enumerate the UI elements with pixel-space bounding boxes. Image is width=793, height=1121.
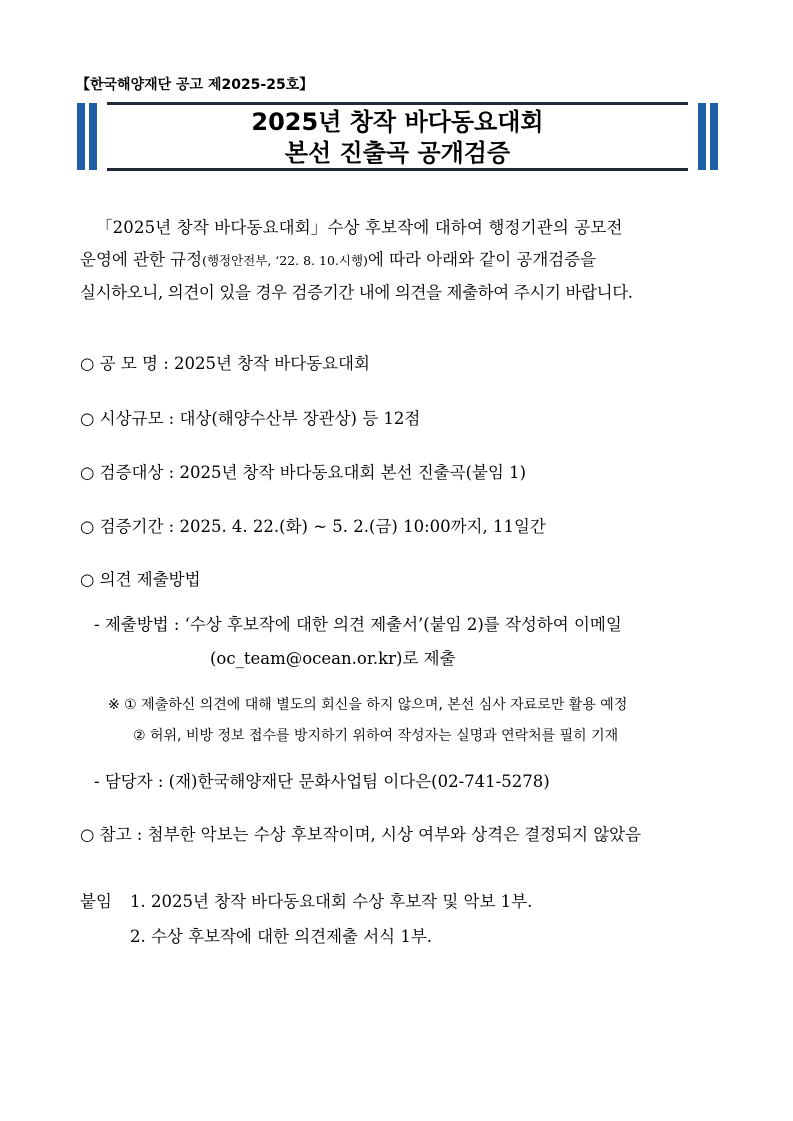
attachments-label: 붙임 [80,892,112,911]
intro-line-3: 실시하오니, 의견이 있을 경우 검증기간 내에 의견을 제출하여 주시기 바랍니다. [80,283,633,302]
left-accent-bar-inner [89,103,97,170]
submit-email-line[interactable]: (oc_team@ocean.or.kr)로 제출 [210,649,456,668]
intro-line-1: 「2025년 창작 바다동요대회」수상 후보작에 대하여 행정기관의 공모전 [96,218,623,237]
contest-name-item: ○ 공 모 명 : 2025년 창작 바다동요대회 [80,354,370,373]
intro-line-2-a: 운영에 관한 규정 [80,250,203,269]
verify-period-item: ○ 검증기간 : 2025. 4. 22.(화) ~ 5. 2.(금) 10:00까지, 11일간 [80,517,546,536]
note-2: ② 허위, 비방 정보 접수를 방지하기 위하여 작성자는 실명과 연락처를 필히 기재 [133,728,619,744]
intro-line-2 [80,244,718,277]
page-title-line2: 본선 진출곡 공개검증 [284,139,511,167]
left-accent-bar-outer [77,103,85,170]
intro-paragraph [80,212,718,309]
reference-item: ○ 참고 : 첨부한 악보는 수상 후보작이며, 시상 여부와 상격은 결정되지 않았음 [80,825,642,844]
regulation-note: (행정안전부, ‘22. 8. 10.시행) [202,253,368,268]
title-top-rule [107,102,688,105]
note-1: ※ ① 제출하신 의견에 대해 별도의 회신을 하지 않으며, 본선 심사 자료로만 활용 예정 [108,697,628,713]
contact-item: - 담당자 : (재)한국해양재단 문화사업팀 이다은(02-741-5278) [94,772,550,791]
notice-number: 【한국해양재단 공고 제2025-25호】 [76,77,314,93]
award-scale-item: ○ 시상규모 : 대상(해양수산부 장관상) 등 12점 [80,409,421,428]
page-title-line1: 2025년 창작 바다동요대회 [251,108,544,136]
attachment-item-2: 2. 수상 후보작에 대한 의견제출 서식 1부. [130,927,433,946]
attachment-item-1: 1. 2025년 창작 바다동요대회 수상 후보작 및 악보 1부. [130,892,533,911]
submit-method-line1: - 제출방법 : ‘수상 후보작에 대한 의견 제출서’(붙임 2)를 작성하여 이메일 [94,615,622,634]
intro-line-2-b: 에 따라 아래와 같이 공개검증을 [367,250,597,269]
opinion-method-item: ○ 의견 제출방법 [80,570,201,589]
right-accent-bar-inner [698,103,706,170]
verify-target-item: ○ 검증대상 : 2025년 창작 바다동요대회 본선 진출곡(붙임 1) [80,463,527,482]
right-accent-bar-outer [710,103,718,170]
